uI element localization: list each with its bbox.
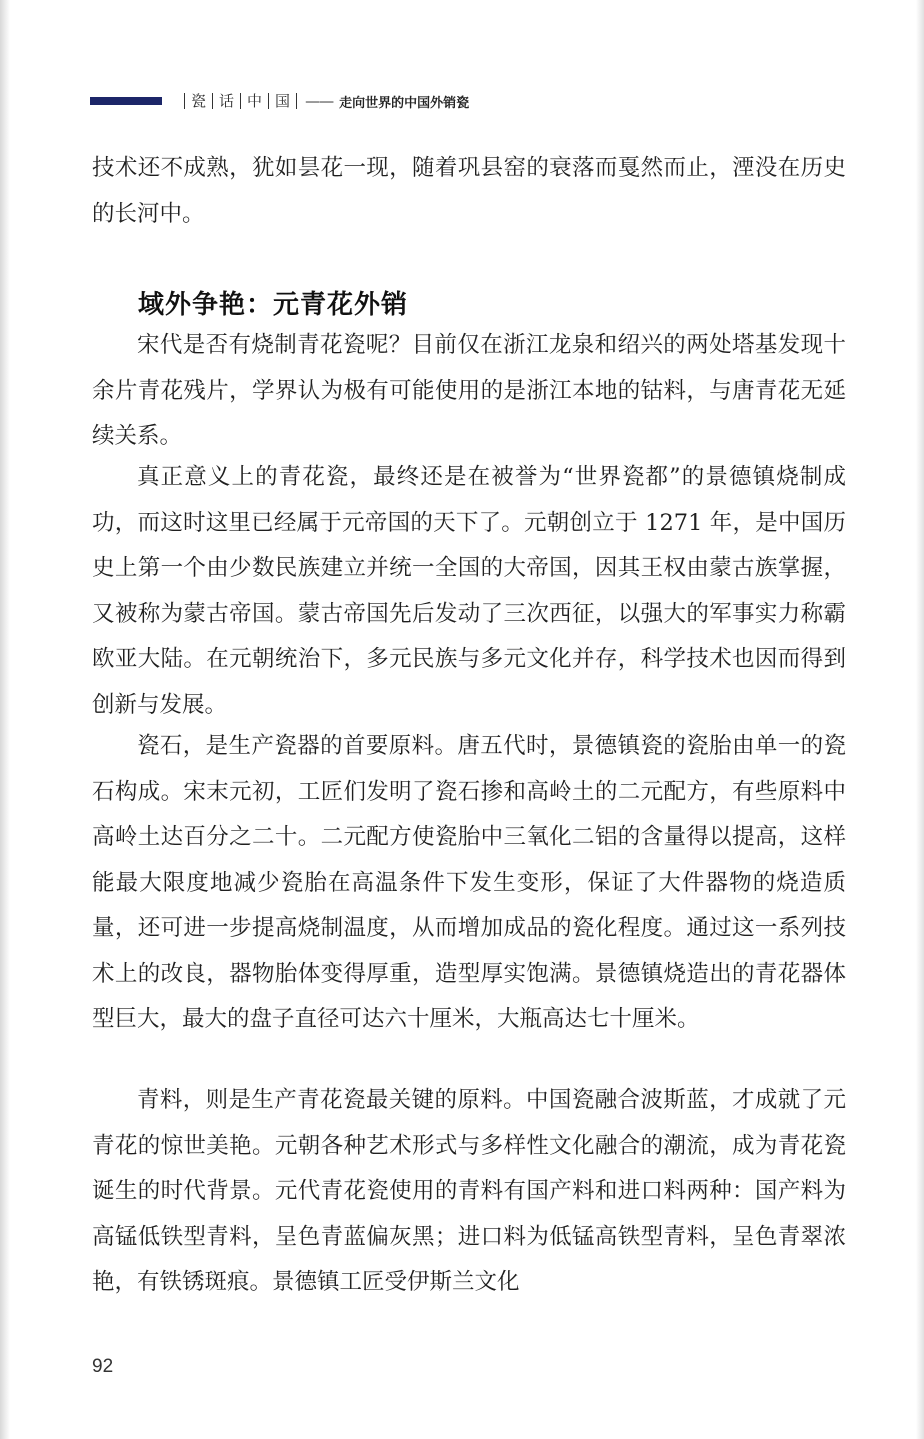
header-accent-bar <box>90 97 162 105</box>
section-heading: 域外争艳：元青花外销 <box>138 290 409 320</box>
paragraph: 瓷石，是生产瓷器的首要原料。唐五代时，景德镇瓷的瓷胎由单一的瓷石构成。宋末元初，工匠们发明了瓷石掺和高岭土的二元配方，有些原料中高岭土达百分之二十。二元配方使瓷胎中三氧化二铝的含量得以提高，这样能最大限度地减少瓷胎在高温条件下发生变形，保证了大件器物的烧造质量，还可进一步提高烧制温度，从而增加成品的瓷化程度。通过这一系列技术上的改良，器物胎体变得厚重，造型厚实饱满。景德镇烧造出的青花器体型巨大，最大的盘子直径可达六十厘米，大瓶高达七十厘米。 <box>92 733 846 1032</box>
header-series-char: 中 <box>240 93 268 109</box>
paragraph: 真正意义上的青花瓷，最终还是在被誉为“世界瓷都”的景德镇烧制成功，而这时这里已经属于元帝国的天下了。元朝创立于 1271 年，是中国历史上第一个由少数民族建立并统一全国的大帝国，因其王权由蒙古族掌握，又被称为蒙古帝国。蒙古帝国先后发动了三次西征，以强大的军事实力称霸欧亚大陆。在元朝统治下，多元民族与多元文化并存，科学技术也因而得到创新与发展。 <box>92 464 846 718</box>
running-header <box>90 88 469 114</box>
header-series-char: 话 <box>212 93 240 109</box>
header-dash: —— <box>305 92 334 110</box>
paragraph: 青料，则是生产青花瓷最关键的原料。中国瓷融合波斯蓝，才成就了元青花的惊世美艳。元朝各种艺术形式与多样性文化融合的潮流，成为青花瓷诞生的时代背景。元代青花瓷使用的青料有国产料和进口料两种：国产料为高锰低铁型青料，呈色青蓝偏灰黑；进口料为低锰高铁型青料，呈色青翠浓艳，有铁锈斑痕。景德镇工匠受伊斯兰文化 <box>92 1087 846 1295</box>
paragraph: 宋代是否有烧制青花瓷呢？目前仅在浙江龙泉和绍兴的两处塔基发现十余片青花残片，学界认为极有可能使用的是浙江本地的钴料，与唐青花无延续关系。 <box>92 332 846 449</box>
header-series-char: 瓷 <box>184 93 212 109</box>
page-edge-shadow-right <box>916 0 924 1439</box>
page-number: 92 <box>92 1356 114 1377</box>
header-subtitle: 走向世界的中国外销瓷 <box>339 95 470 111</box>
header-series-char: 国 <box>268 93 297 109</box>
paragraph-continuation: 技术还不成熟，犹如昙花一现，随着巩县窑的衰落而戛然而止，湮没在历史的长河中。 <box>92 155 846 227</box>
page-edge-shadow-left <box>0 0 10 1439</box>
